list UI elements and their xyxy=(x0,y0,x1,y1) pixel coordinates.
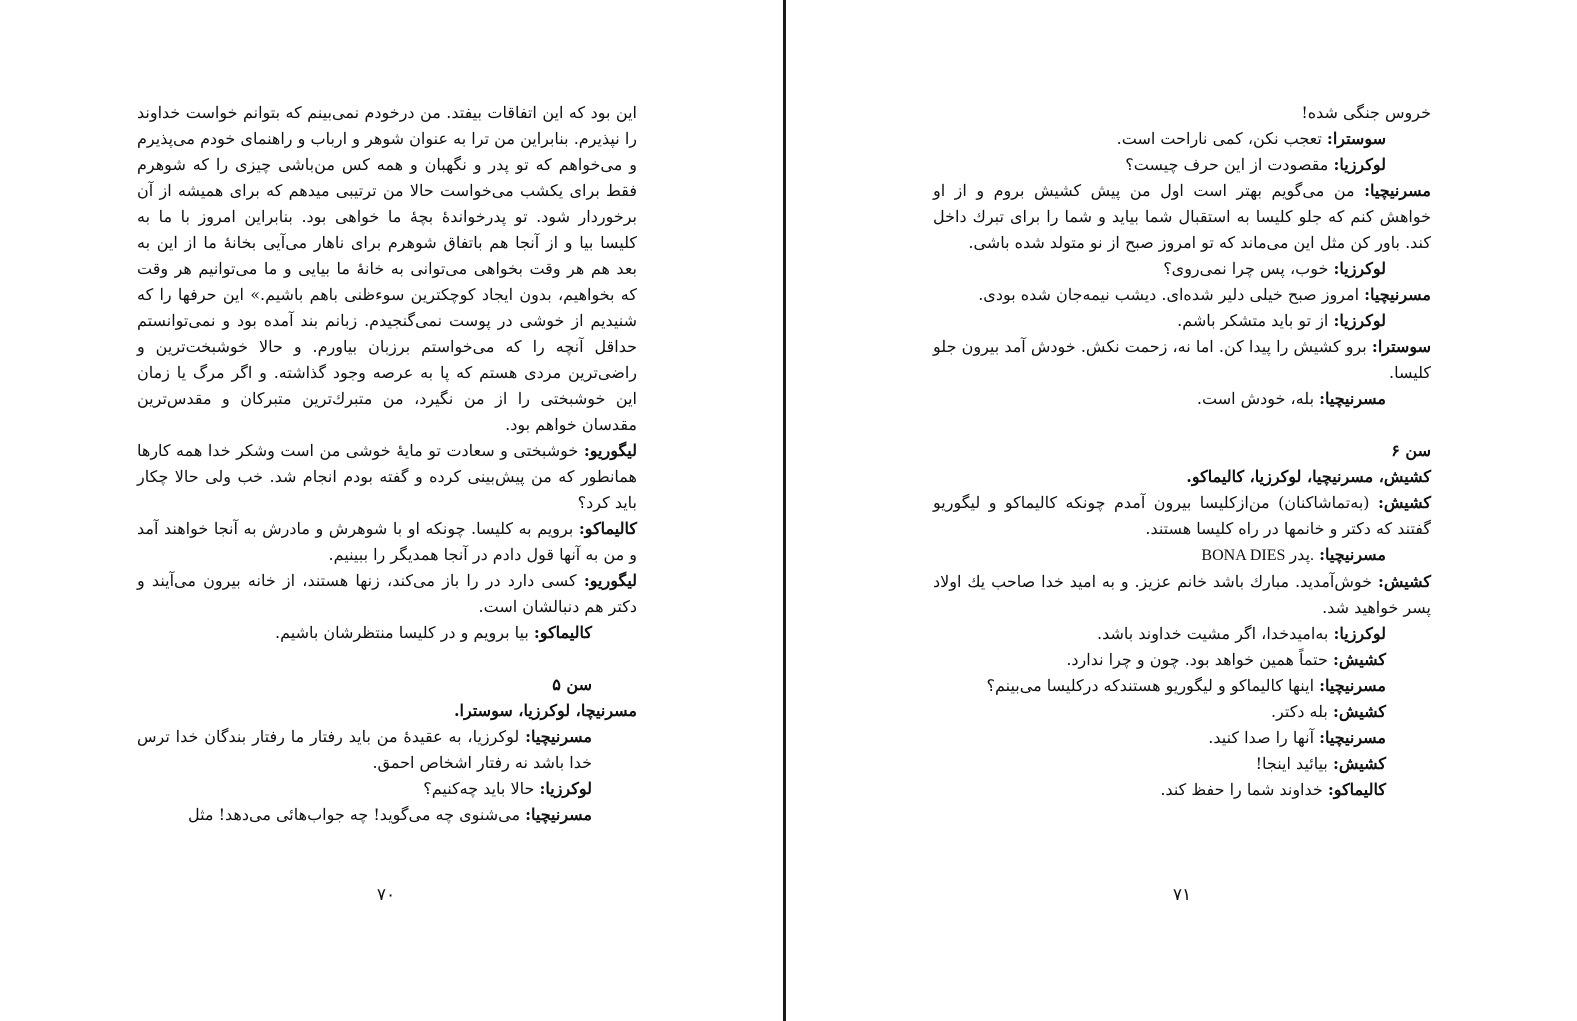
dialogue-line: کالیماکو: برویم به کلیسا. چونکه او با شوهرش و مادرش به آنجا خواهند آمد و من به آنها قول دادم در آنجا همدیگر را ببینیم. xyxy=(137,519,637,564)
speaker-name: لوکرزیا: xyxy=(539,779,592,798)
page-number: ۷۰ xyxy=(376,885,396,905)
speaker-name: لوکرزیا: xyxy=(1333,624,1386,643)
speaker-name: سوسترا: xyxy=(1326,129,1386,148)
dialogue-line: لوکرزیا: از تو باید متشکر باشم. xyxy=(1177,311,1386,330)
dialogue-line: مسرنیچیا: بله، خودش است. xyxy=(1196,389,1386,408)
speaker-name: مسرنیچیا: xyxy=(1319,545,1386,564)
dialogue-line: سوسترا: برو کشیش را پیدا کن. اما نه، زحمت نکش. خودش آمد بیرون جلو کلیسا. xyxy=(933,337,1431,382)
speaker-name: مسرنیچیا: xyxy=(1364,285,1431,304)
speaker-name: لوکرزیا: xyxy=(1333,311,1386,330)
dialogue-line: کشیش: خوش‌آمدید. مبارك باشد خانم عزیز. و به امید خدا صاحب یك اولاد پسر خواهید شد. xyxy=(933,572,1431,617)
speaker-name: کشیش: xyxy=(1332,702,1386,721)
dialogue-line: لوکرزیا: به‌امیدخدا، اگر مشیت خداوند باشد. xyxy=(1097,624,1386,643)
dialogue-line: مسرنیچیا: لوکرزیا، به عقیدهٔ من باید رفتار ما رفتار بندگان خدا ترس خدا باشد نه رفتار اشخاص احمق. xyxy=(137,727,592,772)
dialogue-line: مسرنیچیا: من می‌گویم بهتر است اول من پیش کشیش بروم و از او خواهش کنم که جلو کلیسا به استقبال شما بیاید و شما را برای تبرك داخل کند. باور کن مثل این می‌ماند که تو امروز صبح از نو متولد شده باشی. xyxy=(933,181,1432,252)
narration-paragraph: خروس جنگی شده! xyxy=(1301,103,1431,122)
dialogue-line: کشیش: حتماً همین خواهد بود. چون و چرا ندارد. xyxy=(1066,650,1386,669)
speaker-name: سوسترا: xyxy=(1371,337,1431,356)
speaker-name: کالیماکو: xyxy=(533,623,592,642)
right-page xyxy=(933,100,1431,803)
speaker-name: مسرنیچیا: xyxy=(1319,676,1386,695)
dialogue-line: لوکرزیا: حالا باید چه‌کنیم؟ xyxy=(423,779,592,798)
page-number: ۷۱ xyxy=(1172,885,1192,905)
dialogue-line: کشیش: بیائید اینجا! xyxy=(1255,754,1386,773)
speaker-name: مسرنیچیا: xyxy=(525,805,592,824)
dialogue-line: لوکرزیا: مقصودت از این حرف چیست؟ xyxy=(1125,155,1386,174)
speaker-name: کشیش: xyxy=(1377,572,1431,591)
speaker-name: کشیش: xyxy=(1332,650,1386,669)
dialogue-line: کالیماکو: خداوند شما را حفظ کند. xyxy=(1160,780,1386,799)
dialogue-line: مسرنیچیا: آنها را صدا کنید. xyxy=(1208,728,1386,747)
scene-title: سن ۶ xyxy=(1391,441,1431,460)
dialogue-line: لیگوریو: کسی دارد در را باز می‌کند، زنها هستند، از خانه بیرون می‌آیند و دکتر هم دنبالشان است. xyxy=(137,571,638,616)
scene-cast: کشیش، مسرنیچیا، لوکرزیا، کالیماکو. xyxy=(1186,467,1431,486)
speaker-name: لوکرزیا: xyxy=(1333,155,1386,174)
dialogue-line: کشیش: (به‌تماشاکنان) من‌ازکلیسا بیرون آمدم چونکه کالیماکو و لیگوریو گفتند که دکتر و خانمها در راه کلیسا هستند. xyxy=(933,493,1431,538)
dialogue-line: مسرنیچیا: اینها کالیماکو و لیگوریو هستندکه درکلیسا می‌بینم؟ xyxy=(986,676,1386,695)
dialogue-line: مسرنیچیا: می‌شنوی چه می‌گوید! چه جواب‌هائی می‌دهد! مثل xyxy=(187,805,592,824)
speaker-name: کشیش: xyxy=(1377,493,1431,512)
dialogue-line: کالیماکو: بیا برویم و در کلیسا منتظرشان باشیم. xyxy=(275,623,592,642)
speaker-name: لوکرزیا: xyxy=(1333,259,1386,278)
book-gutter-line xyxy=(783,0,786,1021)
dialogue-line: کشیش: بله دکتر. xyxy=(1270,702,1386,721)
narration-paragraph: این بود که این اتفاقات بیفتد. من درخودم نمی‌بینم که بتوانم خواست خداوند را نپذیرم. بنابراین من ترا به عنوان شوهر و ارباب و راهنمای خودم می‌پذیرم و می‌خواهم که تو پدر و نگهبان و همه کس من‌باشی چیزی را که شوهرم فقط برای یکشب می‌خواست حالا من ترتیبی میدهم که برای همیشه از آن برخوردار شود. تو پدرخواندهٔ بچهٔ ما خواهی بود. بنابراین امروز با ما به کلیسا بیا و از آنجا هم باتفاق شوهرم برای ناهار می‌آیی بخانهٔ ما از این به بعد هم هر وقت بخواهی می‌توانی به خانهٔ ما بیایی و ما می‌توانیم هر وقت که بخواهیم، بدون ایجاد کوچکترین سوءظنی باهم باشیم.» این حرفها را که شنیدیم از خوشی در پوست نمی‌گنجیدم. زبانم بند آمده بود و نمی‌توانستم حداقل آنچه را که می‌خواستم برزبان بیاورم. و حالا خوشبخت‌ترین و راضی‌ترین مردی هستم که پا به عرصه وجود گذاشته. و اگر مرگ یا زمان این خوشبختی را از من نگیرد، من متبرك‌ترین متبرکان و مقدس‌ترین مقدسان خواهم بود. xyxy=(137,103,637,434)
dialogue-line: سوسترا: تعجب نکن، کمی ناراحت است. xyxy=(1116,129,1386,148)
dialogue-line: مسرنیچیا: امروز صبح خیلی دلیر شده‌ای. دیشب نیمه‌جان شده بودی. xyxy=(978,285,1431,304)
dialogue-line: لیگوریو: خوشبختی و سعادت تو مایهٔ خوشی من است وشکر خدا همه کارها همانطور که من پیش‌بینی کرده و گفته بودم انجام شد. خب ولی حالا چکار باید کرد؟ xyxy=(137,441,637,512)
dialogue-line: لوکرزیا: خوب، پس چرا نمی‌روی؟ xyxy=(1163,259,1386,278)
speaker-name: مسرنیچیا: xyxy=(525,727,592,746)
speaker-name: مسرنیچیا: xyxy=(1319,389,1386,408)
scene-cast: مسرنیچا، لوکرزیا، سوسترا. xyxy=(453,701,637,720)
speaker-name: کالیماکو: xyxy=(578,519,637,538)
speaker-name: لیگوریو: xyxy=(583,571,638,590)
left-page xyxy=(137,100,637,828)
speaker-name: مسرنیچیا: xyxy=(1319,728,1386,747)
speaker-name: کشیش: xyxy=(1332,754,1386,773)
scene-title: سن ۵ xyxy=(552,675,592,694)
speaker-name: مسرنیچیا: xyxy=(1364,181,1431,200)
speaker-name: لیگوریو: xyxy=(583,441,637,460)
speaker-name: کالیماکو: xyxy=(1327,780,1386,799)
dialogue-line: مسرنیچیا: BONA DIES پدر. xyxy=(1201,545,1386,564)
